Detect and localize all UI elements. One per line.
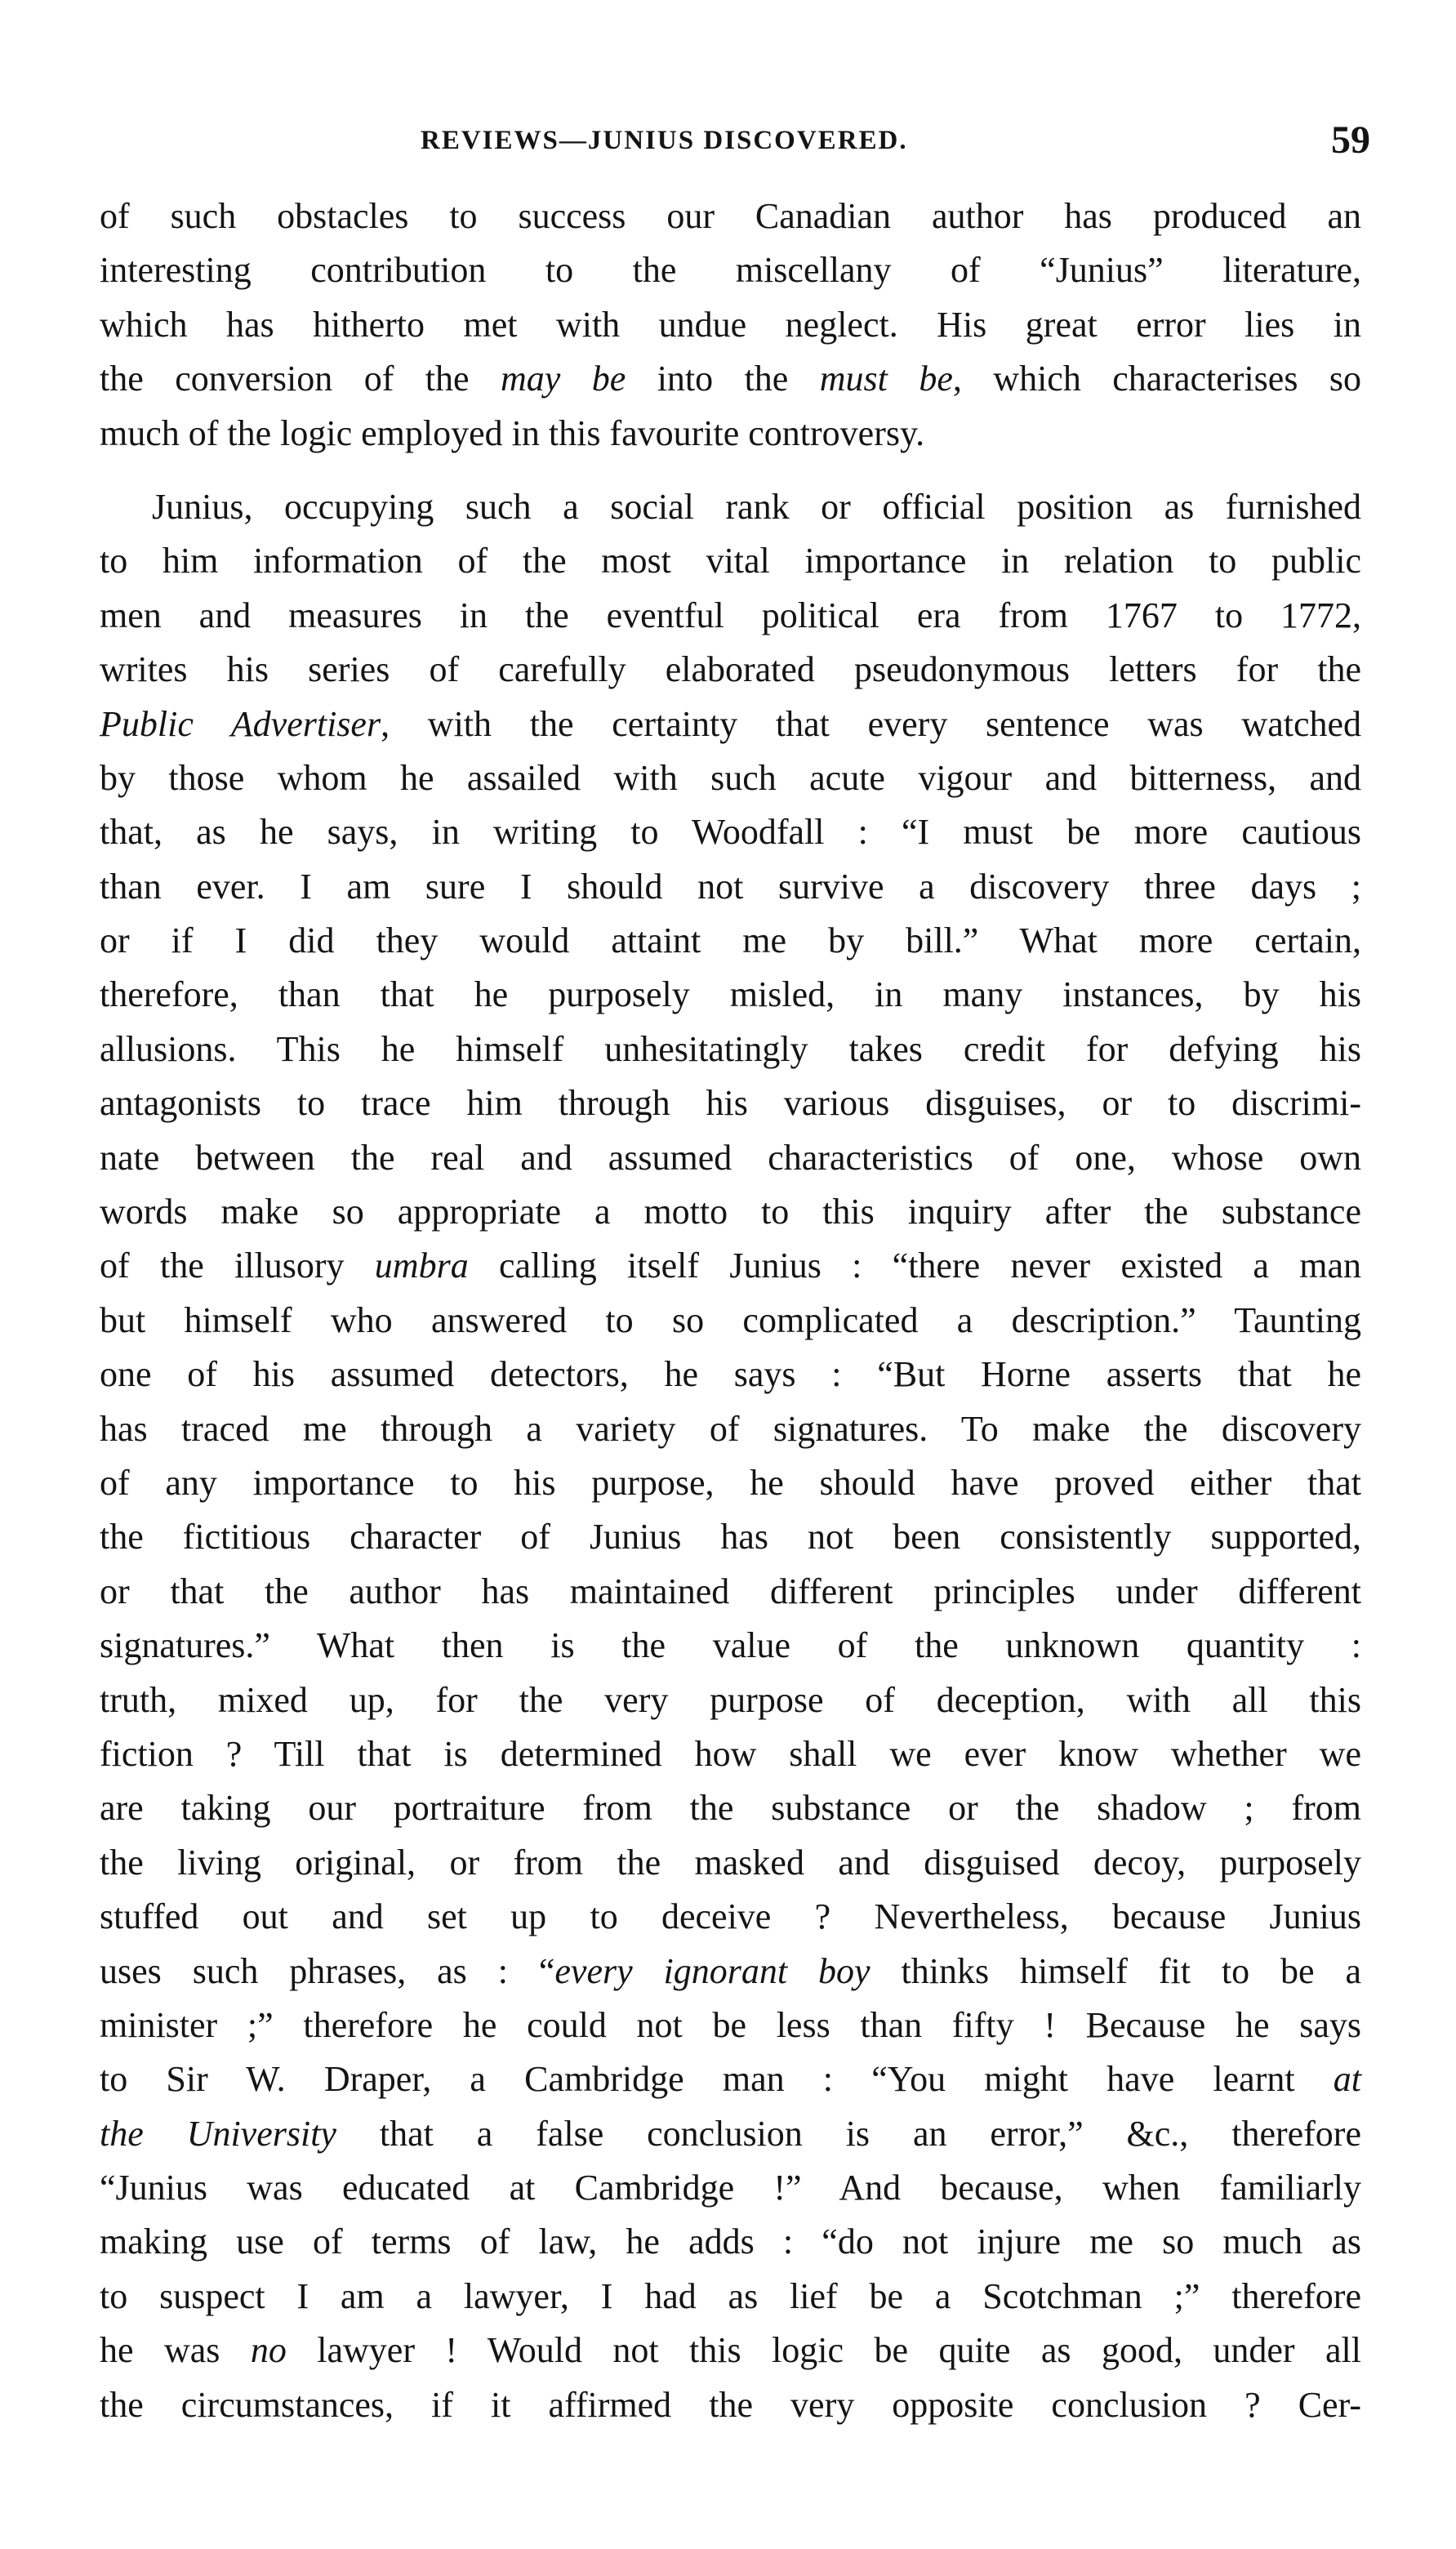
- text-run: than ever. I am sure I should not survive a discovery three days ;: [100, 866, 1361, 907]
- text-run: stuffed out and set up to deceive ? Nevertheless, because Junius: [100, 1896, 1361, 1937]
- italic-run: no: [250, 2330, 287, 2371]
- text-line: [100, 2378, 1361, 2432]
- text-run: to Sir W. Draper, a Cambridge man : “You might have learnt: [100, 2059, 1334, 2100]
- text-line: [100, 697, 1361, 751]
- text-run: of such obstacles to success our Canadian author has produced an: [100, 196, 1361, 236]
- italic-run: umbra: [374, 1246, 469, 1286]
- text-line: [100, 1023, 1361, 1076]
- text-line: [100, 643, 1361, 697]
- text-line: [100, 189, 1361, 243]
- text-run: signatures.” What then is the value of the unknown quantity :: [100, 1625, 1361, 1666]
- text-run: into the: [626, 359, 820, 399]
- text-run: Junius, occupying such a social rank or official position as furnished: [152, 486, 1361, 527]
- text-run: making use of terms of law, he adds : “do not injure me so much as: [100, 2221, 1361, 2262]
- italic-run: Public Advertiser: [100, 703, 381, 744]
- text-line: [100, 243, 1361, 297]
- text-line: [100, 1185, 1361, 1239]
- text-run: much of the logic employed in this favourite controversy.: [100, 412, 925, 453]
- text-line: [100, 589, 1361, 643]
- text-run: that, as he says, in writing to Woodfall : “I must be more cautious: [100, 812, 1361, 853]
- italic-run: must be: [819, 359, 953, 399]
- text-line: [100, 914, 1361, 968]
- text-line: [100, 1294, 1361, 1348]
- text-run: uses such phrases, as : “: [100, 1950, 555, 1991]
- text-run: that a false conclusion is an error,” &c., therefore: [336, 2113, 1361, 2154]
- italic-run: at: [1333, 2059, 1361, 2100]
- text-line: [100, 2107, 1361, 2161]
- text-run: , with the certainty that every sentence was watched: [381, 703, 1362, 744]
- text-run: , which characterises so: [952, 359, 1361, 399]
- text-line: [100, 298, 1361, 352]
- text-line: [100, 1131, 1361, 1185]
- text-line: [100, 2324, 1361, 2377]
- text-line: [100, 2052, 1361, 2106]
- text-line: [100, 805, 1361, 859]
- text-line: [100, 1999, 1361, 2052]
- text-run: allusions. This he himself unhesitatingly takes credit for defying his: [100, 1028, 1361, 1069]
- text-run: calling itself Junius : “there never existed a man: [468, 1246, 1361, 1286]
- text-line: [100, 1510, 1361, 1564]
- text-run: the fictitious character of Junius has not been consistently supported,: [100, 1517, 1361, 1557]
- text-line: [100, 1565, 1361, 1619]
- text-run: writes his series of carefully elaborated pseudonymous letters for the: [100, 649, 1361, 690]
- text-line: [100, 1945, 1361, 1999]
- text-line: [100, 480, 1361, 534]
- text-run: truth, mixed up, for the very purpose of deception, with all this: [100, 1679, 1361, 1720]
- text-run: he was: [100, 2330, 251, 2371]
- text-run: lawyer ! Would not this logic be quite as good, under all: [286, 2330, 1361, 2371]
- text-run: words make so appropriate a motto to this inquiry after the substance: [100, 1192, 1361, 1232]
- text-run: but himself who answered to so complicated a description.” Taunting: [100, 1299, 1361, 1340]
- text-line: [100, 1348, 1361, 1402]
- text-line: [100, 1076, 1361, 1130]
- text-line: [100, 2161, 1361, 2215]
- text-line: [100, 1239, 1361, 1293]
- text-run: the circumstances, if it affirmed the very opposite conclusion ? Cer-: [100, 2384, 1361, 2425]
- text-run: antagonists to trace him through his various disguises, or to discrimi-: [100, 1083, 1361, 1124]
- text-run: interesting contribution to the miscellany of “Junius” literature,: [100, 250, 1361, 291]
- text-run: fiction ? Till that is determined how shall we ever know whether we: [100, 1733, 1361, 1774]
- text-line: [100, 407, 1361, 461]
- text-line: [100, 1781, 1361, 1835]
- text-line: [100, 860, 1361, 914]
- italic-run: may be: [500, 359, 626, 399]
- text-line: [100, 534, 1361, 588]
- text-line: [100, 2270, 1361, 2324]
- text-line: [100, 751, 1361, 805]
- text-run: minister ;” therefore he could not be less than fifty ! Because he says: [100, 2004, 1361, 2045]
- text-run: has traced me through a variety of signatures. To make the discovery: [100, 1408, 1361, 1449]
- text-run: to suspect I am a lawyer, I had as lief be a Scotchman ;” therefore: [100, 2275, 1361, 2316]
- text-run: men and measures in the eventful political era from 1767 to 1772,: [100, 595, 1361, 635]
- text-line: [100, 1456, 1361, 1510]
- text-run: therefore, than that he purposely misled, in many instances, by his: [100, 974, 1361, 1015]
- text-line: [100, 968, 1361, 1022]
- paragraph: [100, 480, 1361, 2432]
- text-run: of the illusory: [100, 1246, 375, 1286]
- text-run: of any importance to his purpose, he should have proved either that: [100, 1462, 1361, 1503]
- paragraph: [100, 189, 1361, 461]
- text-run: one of his assumed detectors, he says : “But Horne asserts that he: [100, 1354, 1361, 1395]
- text-run: “Junius was educated at Cambridge !” And because, when familiarly: [100, 2168, 1361, 2208]
- text-line: [100, 2215, 1361, 2269]
- italic-run: the University: [100, 2113, 336, 2154]
- text-line: [100, 1402, 1361, 1456]
- text-run: thinks himself fit to be a: [870, 1950, 1362, 1991]
- text-line: [100, 1727, 1361, 1781]
- text-run: the conversion of the: [100, 359, 501, 399]
- text-run: or if I did they would attaint me by bill.” What more certain,: [100, 920, 1361, 961]
- text-line: [100, 1836, 1361, 1890]
- text-run: or that the author has maintained different principles under different: [100, 1571, 1361, 1611]
- text-run: which has hitherto met with undue neglect. His great error lies in: [100, 304, 1361, 345]
- text-line: [100, 1890, 1361, 1944]
- text-run: the living original, or from the masked and disguised decoy, purposely: [100, 1842, 1361, 1883]
- body-text: [100, 189, 1361, 2432]
- text-run: nate between the real and assumed characteristics of one, whose own: [100, 1137, 1361, 1178]
- text-line: [100, 1619, 1361, 1673]
- text-run: by those whom he assailed with such acute vigour and bitterness, and: [100, 757, 1361, 798]
- page-number: 59: [1331, 118, 1370, 162]
- text-line: [100, 352, 1361, 406]
- running-head: [98, 118, 1380, 172]
- text-run: to him information of the most vital importance in relation to public: [100, 541, 1361, 582]
- text-line: [100, 1673, 1361, 1727]
- text-run: are taking our portraiture from the substance or the shadow ; from: [100, 1788, 1361, 1829]
- italic-run: every ignorant boy: [554, 1950, 870, 1991]
- running-title: REVIEWS—JUNIUS DISCOVERED.: [421, 126, 908, 155]
